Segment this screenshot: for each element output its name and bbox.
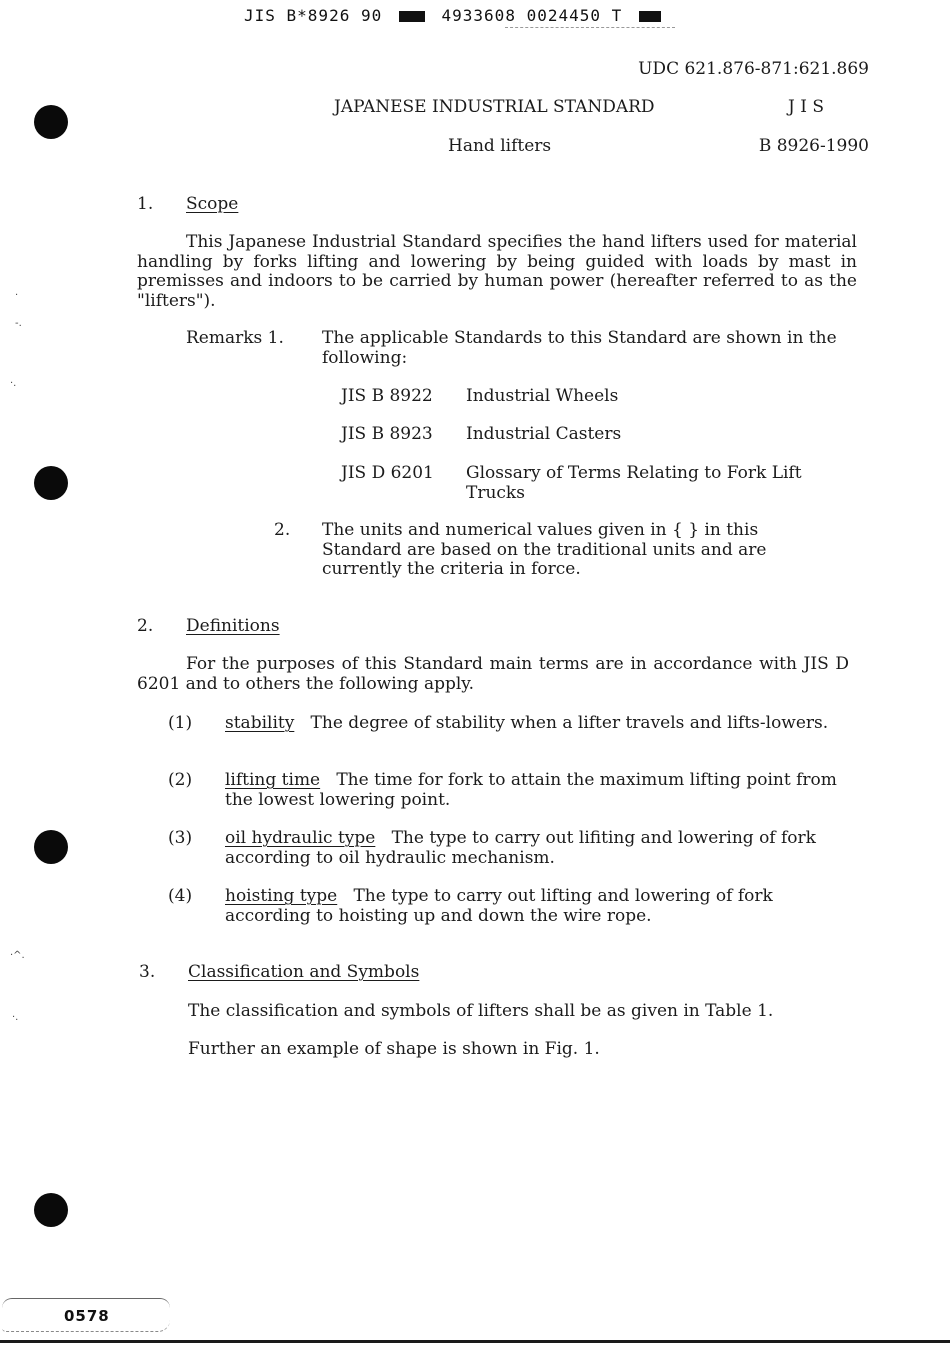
remarks-label: Remarks 1.: [186, 328, 284, 348]
scan-bottom-edge: [0, 1340, 950, 1343]
reference-row: [341, 464, 851, 503]
definition-number: (1): [168, 713, 193, 733]
remark-2: The units and numerical values given in { } in this Standard are based on the traditional units and are currently the criteria in force.: [322, 520, 767, 579]
classification-line-1: The classification and symbols of lifters shall be as given in Table 1.: [188, 1001, 774, 1021]
classification-line-2: Further an example of shape is shown in Fig. 1.: [188, 1039, 600, 1059]
standard-org: JAPANESE INDUSTRIAL STANDARD: [334, 97, 655, 117]
remark-2-number: 2.: [274, 520, 291, 540]
punch-hole: [34, 1193, 68, 1227]
definition-text: The type to carry out lifting and lowering of fork according to hoisting up and down the wire rope.: [225, 886, 773, 926]
jis-mark: J I S: [788, 97, 824, 117]
definitions-paragraph: [137, 655, 849, 694]
definition-body: [225, 771, 864, 810]
scan-speck: -.: [15, 318, 22, 329]
reference-row: [341, 387, 851, 407]
page-stamp: 0578: [64, 1307, 110, 1325]
reference-title: Industrial Wheels: [466, 386, 619, 406]
standard-number: B 8926-1990: [758, 136, 869, 156]
punch-hole: [34, 105, 68, 139]
scan-code-left: JIS B*8926 90: [244, 6, 383, 25]
reference-row: [341, 425, 851, 445]
definition-text: The time for fork to attain the maximum lifting point from the lowest lowering point.: [225, 770, 837, 810]
definition-text: The type to carry out lifiting and lowering of fork according to oil hydraulic mechanism.: [225, 828, 816, 868]
definition-term: oil hydraulic type: [225, 828, 376, 848]
barcode-block: [399, 11, 425, 22]
scan-speck: ·.: [10, 378, 17, 389]
scope-paragraph: [137, 233, 857, 311]
scan-code-mid: 4933608 0024450 T: [441, 6, 623, 25]
punch-hole: [34, 830, 68, 864]
definition-body: [225, 887, 862, 926]
reference-title: Industrial Casters: [466, 424, 622, 444]
scan-speck: ·.: [12, 1012, 19, 1023]
definition-text: The degree of stability when a lifter travels and lifts-lowers.: [310, 713, 829, 733]
remark-1: The applicable Standards to this Standard are shown in the following:: [322, 328, 837, 368]
scan-dash-line: [505, 27, 675, 28]
definition-term: lifting time: [225, 770, 321, 790]
section-number: 1.: [137, 194, 154, 214]
udc-code: UDC 621.876-871:621.869: [638, 59, 869, 79]
scope-text: This Japanese Industrial Standard specifies the hand lifters used for material handling by forks lifting and lowering by being guided with loads by mast in premisses and indoors to be carried by human power (hereafter referred to as the "lifters").: [137, 232, 857, 311]
definition-number: (2): [168, 770, 193, 790]
section-heading-classification: Classification and Symbols: [188, 962, 420, 982]
definition-body: [225, 829, 840, 868]
scan-speck: ·: [15, 290, 19, 301]
section-heading-definitions: Definitions: [186, 616, 280, 636]
reference-code: JIS B 8923: [341, 424, 433, 444]
definition-term: stability: [225, 713, 295, 733]
definition-term: hoisting type: [225, 886, 338, 906]
scan-header-code: [244, 6, 661, 25]
definition-body: [225, 714, 856, 734]
punch-hole: [34, 466, 68, 500]
section-number: 2.: [137, 616, 154, 636]
definition-number: (4): [168, 886, 193, 906]
scan-speck: ·^.: [10, 950, 25, 961]
reference-title: Glossary of Terms Relating to Fork Lift Trucks: [466, 463, 802, 503]
reference-code: JIS D 6201: [341, 463, 434, 483]
section-number: 3.: [139, 962, 156, 982]
definition-number: (3): [168, 828, 193, 848]
section-heading-scope: Scope: [186, 194, 239, 214]
barcode-block: [639, 11, 661, 22]
document-title: Hand lifters: [448, 136, 552, 156]
reference-code: JIS B 8922: [341, 386, 433, 406]
definitions-intro: For the purposes of this Standard main terms are in accordance with JIS D 6201 and to others the following apply.: [137, 654, 849, 694]
